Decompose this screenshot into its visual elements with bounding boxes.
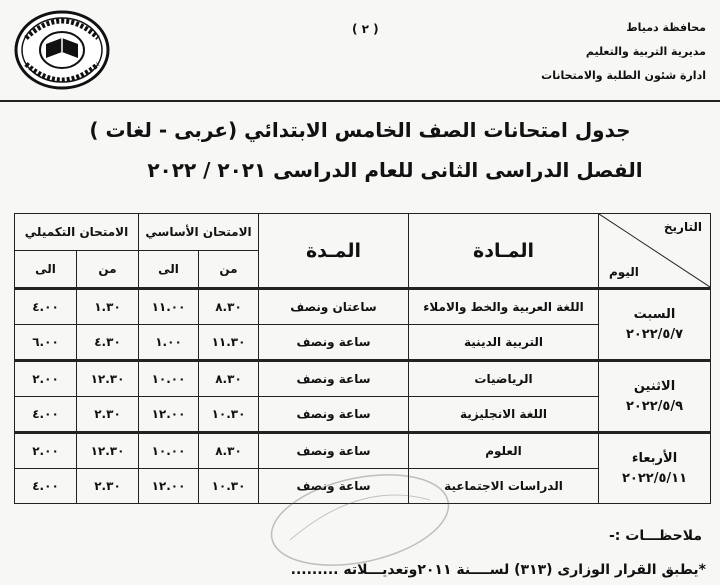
duration-cell: ساعة ونصف — [259, 325, 409, 361]
official-stamp-icon — [260, 460, 460, 570]
supp-from-cell: ٢.٣٠ — [77, 469, 139, 504]
decree-note: *يطبق القرار الوزارى (٣١٣) لســــنة ٢٠١١وتعديـــلاته ......... — [290, 562, 706, 578]
table-row — [15, 289, 711, 325]
supp-to-cell: ٦.٠٠ — [15, 325, 77, 361]
day-name: الأربعاء — [631, 450, 678, 466]
supp-from-cell: ١٢.٣٠ — [77, 433, 139, 469]
governorate-name: محافظة دمياط — [626, 21, 706, 34]
subject-cell: اللغة العربية والخط والاملاء — [409, 289, 599, 325]
administration-name: ادارة شئون الطلبة والامتحانات — [541, 69, 706, 82]
exam-date: ٢٠٢٢/٥/٧ — [625, 326, 684, 342]
subject-cell: الدراسات الاجتماعية — [409, 469, 599, 504]
subject-cell: العلوم — [409, 433, 599, 469]
issuer-block — [516, 16, 706, 88]
basic-from-cell: ١١.٣٠ — [199, 325, 259, 361]
basic-from-cell: ٨.٣٠ — [199, 361, 259, 397]
day-name: السبت — [633, 306, 676, 322]
basic-to-cell: ١٠.٠٠ — [139, 433, 199, 469]
basic-to-cell: ١٢.٠٠ — [139, 469, 199, 504]
schedule-title: جدول امتحانات الصف الخامس الابتدائي (عربى - لغات ) — [89, 118, 631, 142]
basic-from-cell: ٨.٣٠ — [199, 433, 259, 469]
basic-to-cell: ١.٠٠ — [139, 325, 199, 361]
duration-cell: ساعة ونصف — [259, 361, 409, 397]
date-header-label: التاريخ — [663, 220, 702, 234]
subject-cell: التربية الدينية — [409, 325, 599, 361]
duration-cell: ساعة ونصف — [259, 397, 409, 433]
header-row-1 — [15, 214, 711, 251]
directorate-name: مديرية التربية والتعليم — [585, 45, 706, 58]
subject-cell: اللغة الانجليزية — [409, 397, 599, 433]
subject-header: المـادة — [409, 214, 599, 289]
schedule-subtitle: الفصل الدراسى الثانى للعام الدراسى ٢٠٢١ / ٢٠٢٢ — [147, 158, 643, 182]
supplementary-exam-header: الامتحان التكميلي — [15, 214, 139, 251]
basic-to-header: الى — [139, 251, 199, 289]
day-cell — [599, 361, 711, 433]
supp-to-cell: ٢.٠٠ — [15, 433, 77, 469]
exam-date: ٢٠٢٢/٥/١١ — [621, 470, 688, 486]
ministry-logo-icon — [12, 8, 112, 92]
supp-from-cell: ١.٣٠ — [77, 289, 139, 325]
supp-to-cell: ٢.٠٠ — [15, 361, 77, 397]
table-row — [15, 361, 711, 397]
supp-to-header: الى — [15, 251, 77, 289]
supp-from-header: من — [77, 251, 139, 289]
day-cell — [599, 289, 711, 361]
exam-date: ٢٠٢٢/٥/٩ — [625, 398, 684, 414]
header-divider — [0, 100, 720, 102]
notes-label: ملاحظـــات :- — [609, 528, 702, 544]
day-name: الاثنين — [633, 378, 676, 394]
supp-to-cell: ٤.٠٠ — [15, 469, 77, 504]
supp-to-cell: ٤.٠٠ — [15, 289, 77, 325]
basic-to-cell: ١٠.٠٠ — [139, 361, 199, 397]
basic-from-cell: ١٠.٣٠ — [199, 469, 259, 504]
day-cell — [599, 433, 711, 504]
basic-to-cell: ١١.٠٠ — [139, 289, 199, 325]
supp-from-cell: ١٢.٣٠ — [77, 361, 139, 397]
supp-from-cell: ٢.٣٠ — [77, 397, 139, 433]
supp-from-cell: ٤.٣٠ — [77, 325, 139, 361]
supp-to-cell: ٤.٠٠ — [15, 397, 77, 433]
subject-cell: الرياضيات — [409, 361, 599, 397]
duration-header: المـدة — [259, 214, 409, 289]
day-header-label: اليوم — [609, 265, 639, 279]
basic-from-header: من — [199, 251, 259, 289]
basic-from-cell: ٨.٣٠ — [199, 289, 259, 325]
duration-cell: ساعة ونصف — [259, 469, 409, 504]
basic-to-cell: ١٢.٠٠ — [139, 397, 199, 433]
basic-from-cell: ١٠.٣٠ — [199, 397, 259, 433]
basic-exam-header: الامتحان الأساسي — [139, 214, 259, 251]
duration-cell: ساعتان ونصف — [259, 289, 409, 325]
page-number: ( ٢ ) — [352, 22, 379, 36]
duration-cell: ساعة ونصف — [259, 433, 409, 469]
date-day-header — [599, 214, 711, 289]
